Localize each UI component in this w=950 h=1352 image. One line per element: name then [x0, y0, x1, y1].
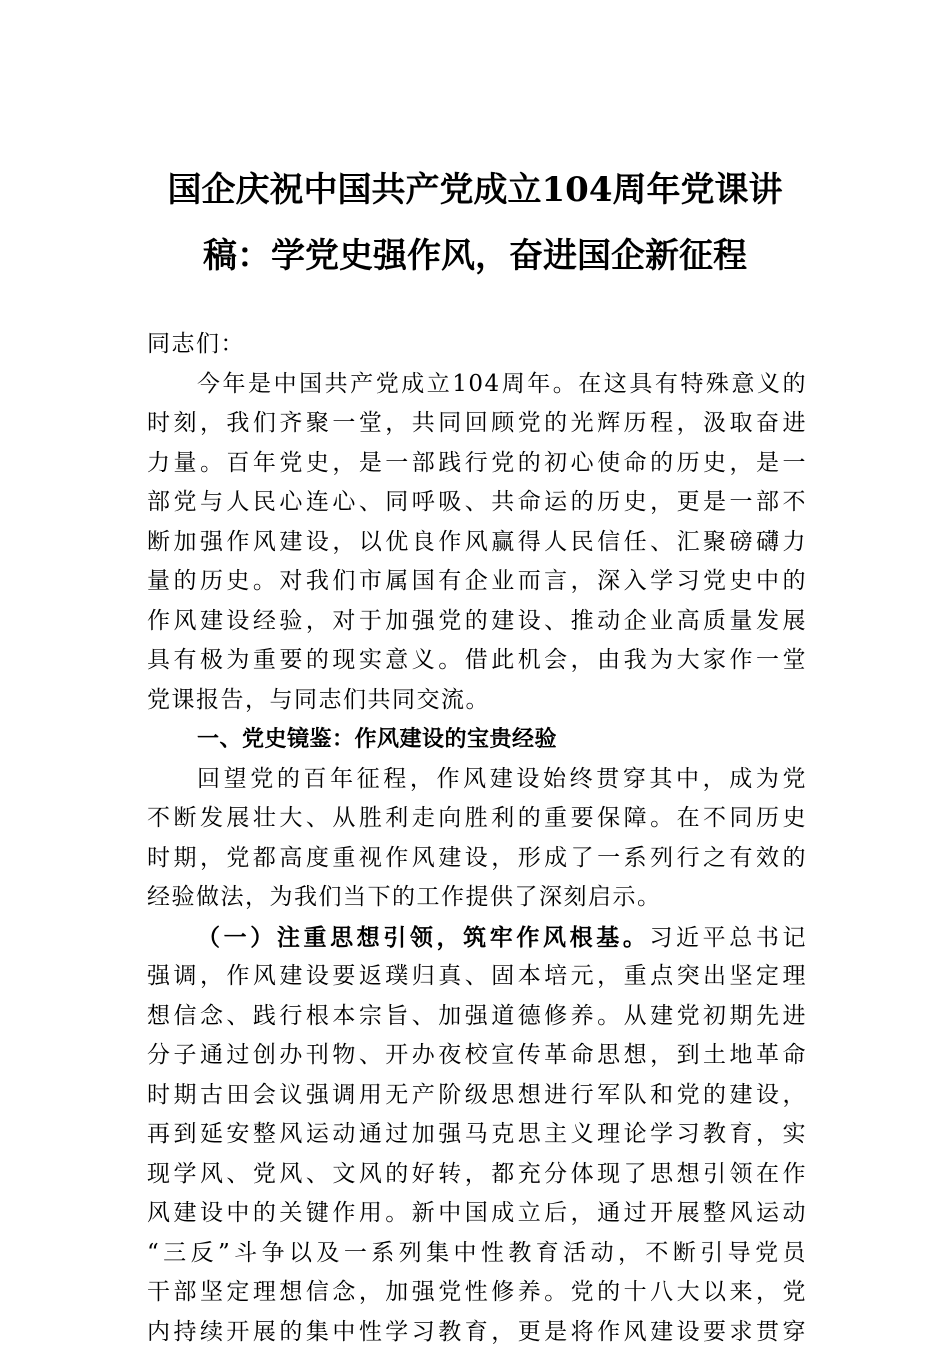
- paragraph-line: 强调，作风建设要返璞归真、固本培元，重点突出坚定理: [147, 957, 807, 997]
- paragraph-line: 断加强作风建设，以优良作风赢得人民信任、汇聚磅礴力: [147, 523, 807, 563]
- paragraph-line: 经验做法，为我们当下的工作提供了深刻启示。: [147, 878, 807, 918]
- paragraph-line: 干部坚定理想信念，加强党性修养。党的十八大以来，党: [147, 1273, 807, 1313]
- section-heading: 一、党史镜鉴：作风建设的宝贵经验: [147, 720, 807, 760]
- paragraph-line: 力量。百年党史，是一部践行党的初心使命的历史，是一: [147, 444, 807, 484]
- paragraph-line: 部党与人民心连心、同呼吸、共命运的历史，更是一部不: [147, 483, 807, 523]
- document-title-line-2: 稿：学党史强作风，奋进国企新征程: [120, 234, 830, 278]
- paragraph-line: 内持续开展的集中性学习教育，更是将作风建设要求贯穿: [147, 1313, 807, 1352]
- subsection-heading: （一）注重思想引领，筑牢作风根基。: [197, 924, 649, 951]
- paragraph-line: 再到延安整风运动通过加强马克思主义理论学习教育，实: [147, 1115, 807, 1155]
- paragraph-line: 时期，党都高度重视作风建设，形成了一系列行之有效的: [147, 839, 807, 879]
- paragraph-line: 时刻，我们齐聚一堂，共同回顾党的光辉历程，汲取奋进: [147, 404, 807, 444]
- paragraph-line: 党课报告，与同志们共同交流。: [147, 681, 807, 721]
- paragraph-line: 风建设中的关键作用。新中国成立后，通过开展整风运动: [147, 1194, 807, 1234]
- paragraph-line: 现学风、党风、文风的好转，都充分体现了思想引领在作: [147, 1155, 807, 1195]
- salutation: 同志们：: [147, 325, 807, 365]
- paragraph-line: 今年是中国共产党成立104周年。在这具有特殊意义的: [147, 365, 807, 405]
- paragraph-line: 具有极为重要的现实意义。借此机会，由我为大家作一堂: [147, 641, 807, 681]
- paragraph-line: 不断发展壮大、从胜利走向胜利的重要保障。在不同历史: [147, 799, 807, 839]
- paragraph-line: 作风建设经验，对于加强党的建设、推动企业高质量发展: [147, 602, 807, 642]
- subsection-first-line: [147, 918, 807, 958]
- paragraph-line: 想信念、践行根本宗旨、加强道德修养。从建党初期先进: [147, 997, 807, 1037]
- document-body: [147, 325, 807, 1352]
- paragraph-line: 量的历史。对我们市属国有企业而言，深入学习党史中的: [147, 562, 807, 602]
- paragraph-line: 分子通过创办刊物、开办夜校宣传革命思想，到土地革命: [147, 1036, 807, 1076]
- subsection-text: 习近平总书记: [649, 925, 807, 951]
- paragraph-line: 回望党的百年征程，作风建设始终贯穿其中，成为党: [147, 760, 807, 800]
- paragraph-line: 时期古田会议强调用无产阶级思想进行军队和党的建设，: [147, 1076, 807, 1116]
- paragraph-line: “三反”斗争以及一系列集中性教育活动，不断引导党员: [147, 1234, 807, 1274]
- document-title-line-1: 国企庆祝中国共产党成立104周年党课讲: [120, 168, 830, 212]
